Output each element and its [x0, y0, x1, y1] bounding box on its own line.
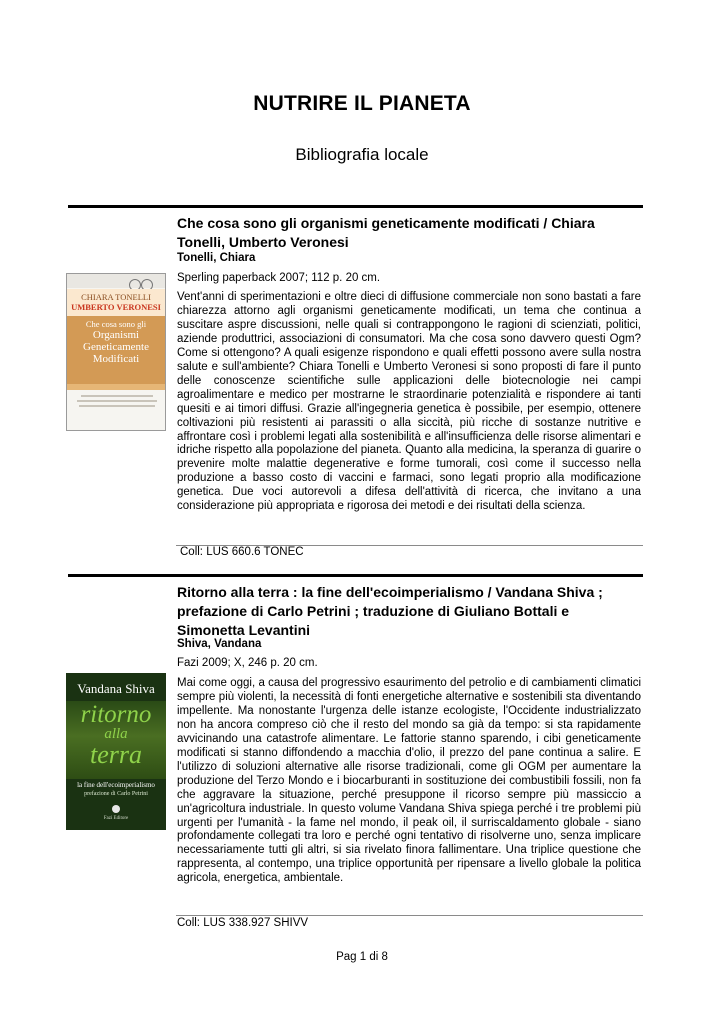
entry-title: Che cosa sono gli organismi geneticamente modificati / Chiara Tonelli, Umberto Veronesi: [177, 215, 595, 250]
cover-author: Vandana Shiva: [77, 681, 155, 696]
page-title: NUTRIRE IL PIANETA: [253, 92, 471, 115]
cover-title: ritorno alla terra: [80, 701, 152, 769]
entry-separator: [68, 205, 643, 208]
entry-title: Ritorno alla terra : la fine dell'ecoimperialismo / Vandana Shiva ; prefazione di Carlo Petrini ; traduzione di Giuliano Bottali e Simonetta Levantini: [177, 584, 603, 638]
entry-divider: [176, 915, 643, 916]
book-cover: [66, 673, 166, 830]
entry-abstract: Mai come oggi, a causa del progressivo esaurimento del petrolio e di cambiamenti climatici sempre più violenti, la necessità di fonti energetiche alternative e sostenibili sta diventando impellente. Ma nonostante l'urgenza delle istanze ecologiste, l'Occidente industrializzato non ha ancora compreso ciò che il resto del mondo sa già da tempo: si sta rapidamente avvicinando una catastrofe alimentare. Le fattorie stanno sparendo, i cibi geneticamente modificati si stanno diffondendo a macchia d'olio, il prezzo del pane continua a salire. E l'utilizzo di soluzioni alternative alle risorse tradizionali, come gli OGM per aumentare la produzione del Terzo Mondo e i biocarburanti in sostituzione dei combustibili fossili, non fa che aggravare la situazione, perché presuppone il ricorso sempre più massiccio a un'agricoltura industriale. In questo volume Vandana Shiva spiega perché i tre problemi più urgenti per l'umanità - la fame nel mondo, il peak oil, il surriscaldamento globale - siano profondamente collegati tra loro e perché ogni tentativo di risolverne uno, senza implicare necessariamente tutti gli altri, si sia rivelato finora fallimentare. Una triplice questione che rappresenta, al contempo, una triplice opportunità per ripensare a livello globale la politica agricola, energetica, ambientale.: [177, 677, 641, 885]
entry-author: Tonelli, Chiara: [177, 252, 256, 264]
entry-collocation: Coll: LUS 660.6 TONEC: [180, 546, 304, 558]
page-number: Pag 1 di 8: [336, 951, 388, 963]
cover-preface: prefazione di Carlo Petrini: [84, 791, 148, 797]
entry-publication: Fazi 2009; X, 246 p. 20 cm.: [177, 657, 318, 669]
entry-collocation: Coll: LUS 338.927 SHIVV: [177, 917, 309, 929]
entry-separator: [68, 574, 643, 577]
entry-author: Shiva, Vandana: [177, 638, 262, 650]
entry-abstract: Vent'anni di sperimentazioni e oltre dieci di diffusione commerciale non sono bastati a fare chiarezza attorno agli organismi geneticamente modificati, un tema che continua a suscitare aspre discussioni, nelle quali si contrappongono le ragioni di scienziati, politici, aziende produttrici, associazioni di consumatori. Ma che cosa sono davvero questi Ogm? Come si ottengono? A quali esigenze rispondono e quali effetti possono avere sulla nostra salute e sull'ambiente? Chiara Tonelli e Umberto Veronesi si sono proposti di fare il punto delle conoscenze scientifiche sulle applicazioni delle biotecnologie nei campi agroalimentare e medico per mostrarne le straordinarie potenzialità e rispondere ai tanti quesiti e ai timori diffusi. Grazie all'ingegneria genetica è possibile, per esempio, ottenere coltivazioni più resistenti ai parassiti o alla siccità, più ricche di sostanze nutritive e affrontare così i problemi legati alla sostenibilità e all'insufficienza delle risorse alimentari e idriche rispetto alla popolazione del pianeta. Quanto alla medicina, la speranza di guarire o prevenire molte malattie degenerative e forme tumorali, così come il successo nella produzione a basso costo di vaccini e farmaci, sono legati proprio alla modificazione genetica. Due voci autorevoli a difesa dell'attività di ricerca, che invitano a una considerazione più appropriata e rigorosa dei metodi e dei risultati della scienza.: [177, 291, 641, 513]
cover-subtitle: la fine dell'ecoimperialismo: [77, 781, 155, 789]
book-cover: [66, 273, 166, 431]
publisher-logo-icon: [112, 805, 120, 813]
cover-title: Che cosa sono gli Organismi Geneticamente Modificati: [83, 319, 149, 365]
page-subtitle: Bibliografia locale: [295, 145, 429, 164]
cover-publisher: Fazi Editore: [103, 816, 129, 821]
entry-publication: Sperling paperback 2007; 112 p. 20 cm.: [177, 272, 381, 284]
cover-authors: CHIARA TONELLI UMBERTO VERONESI: [71, 292, 161, 312]
